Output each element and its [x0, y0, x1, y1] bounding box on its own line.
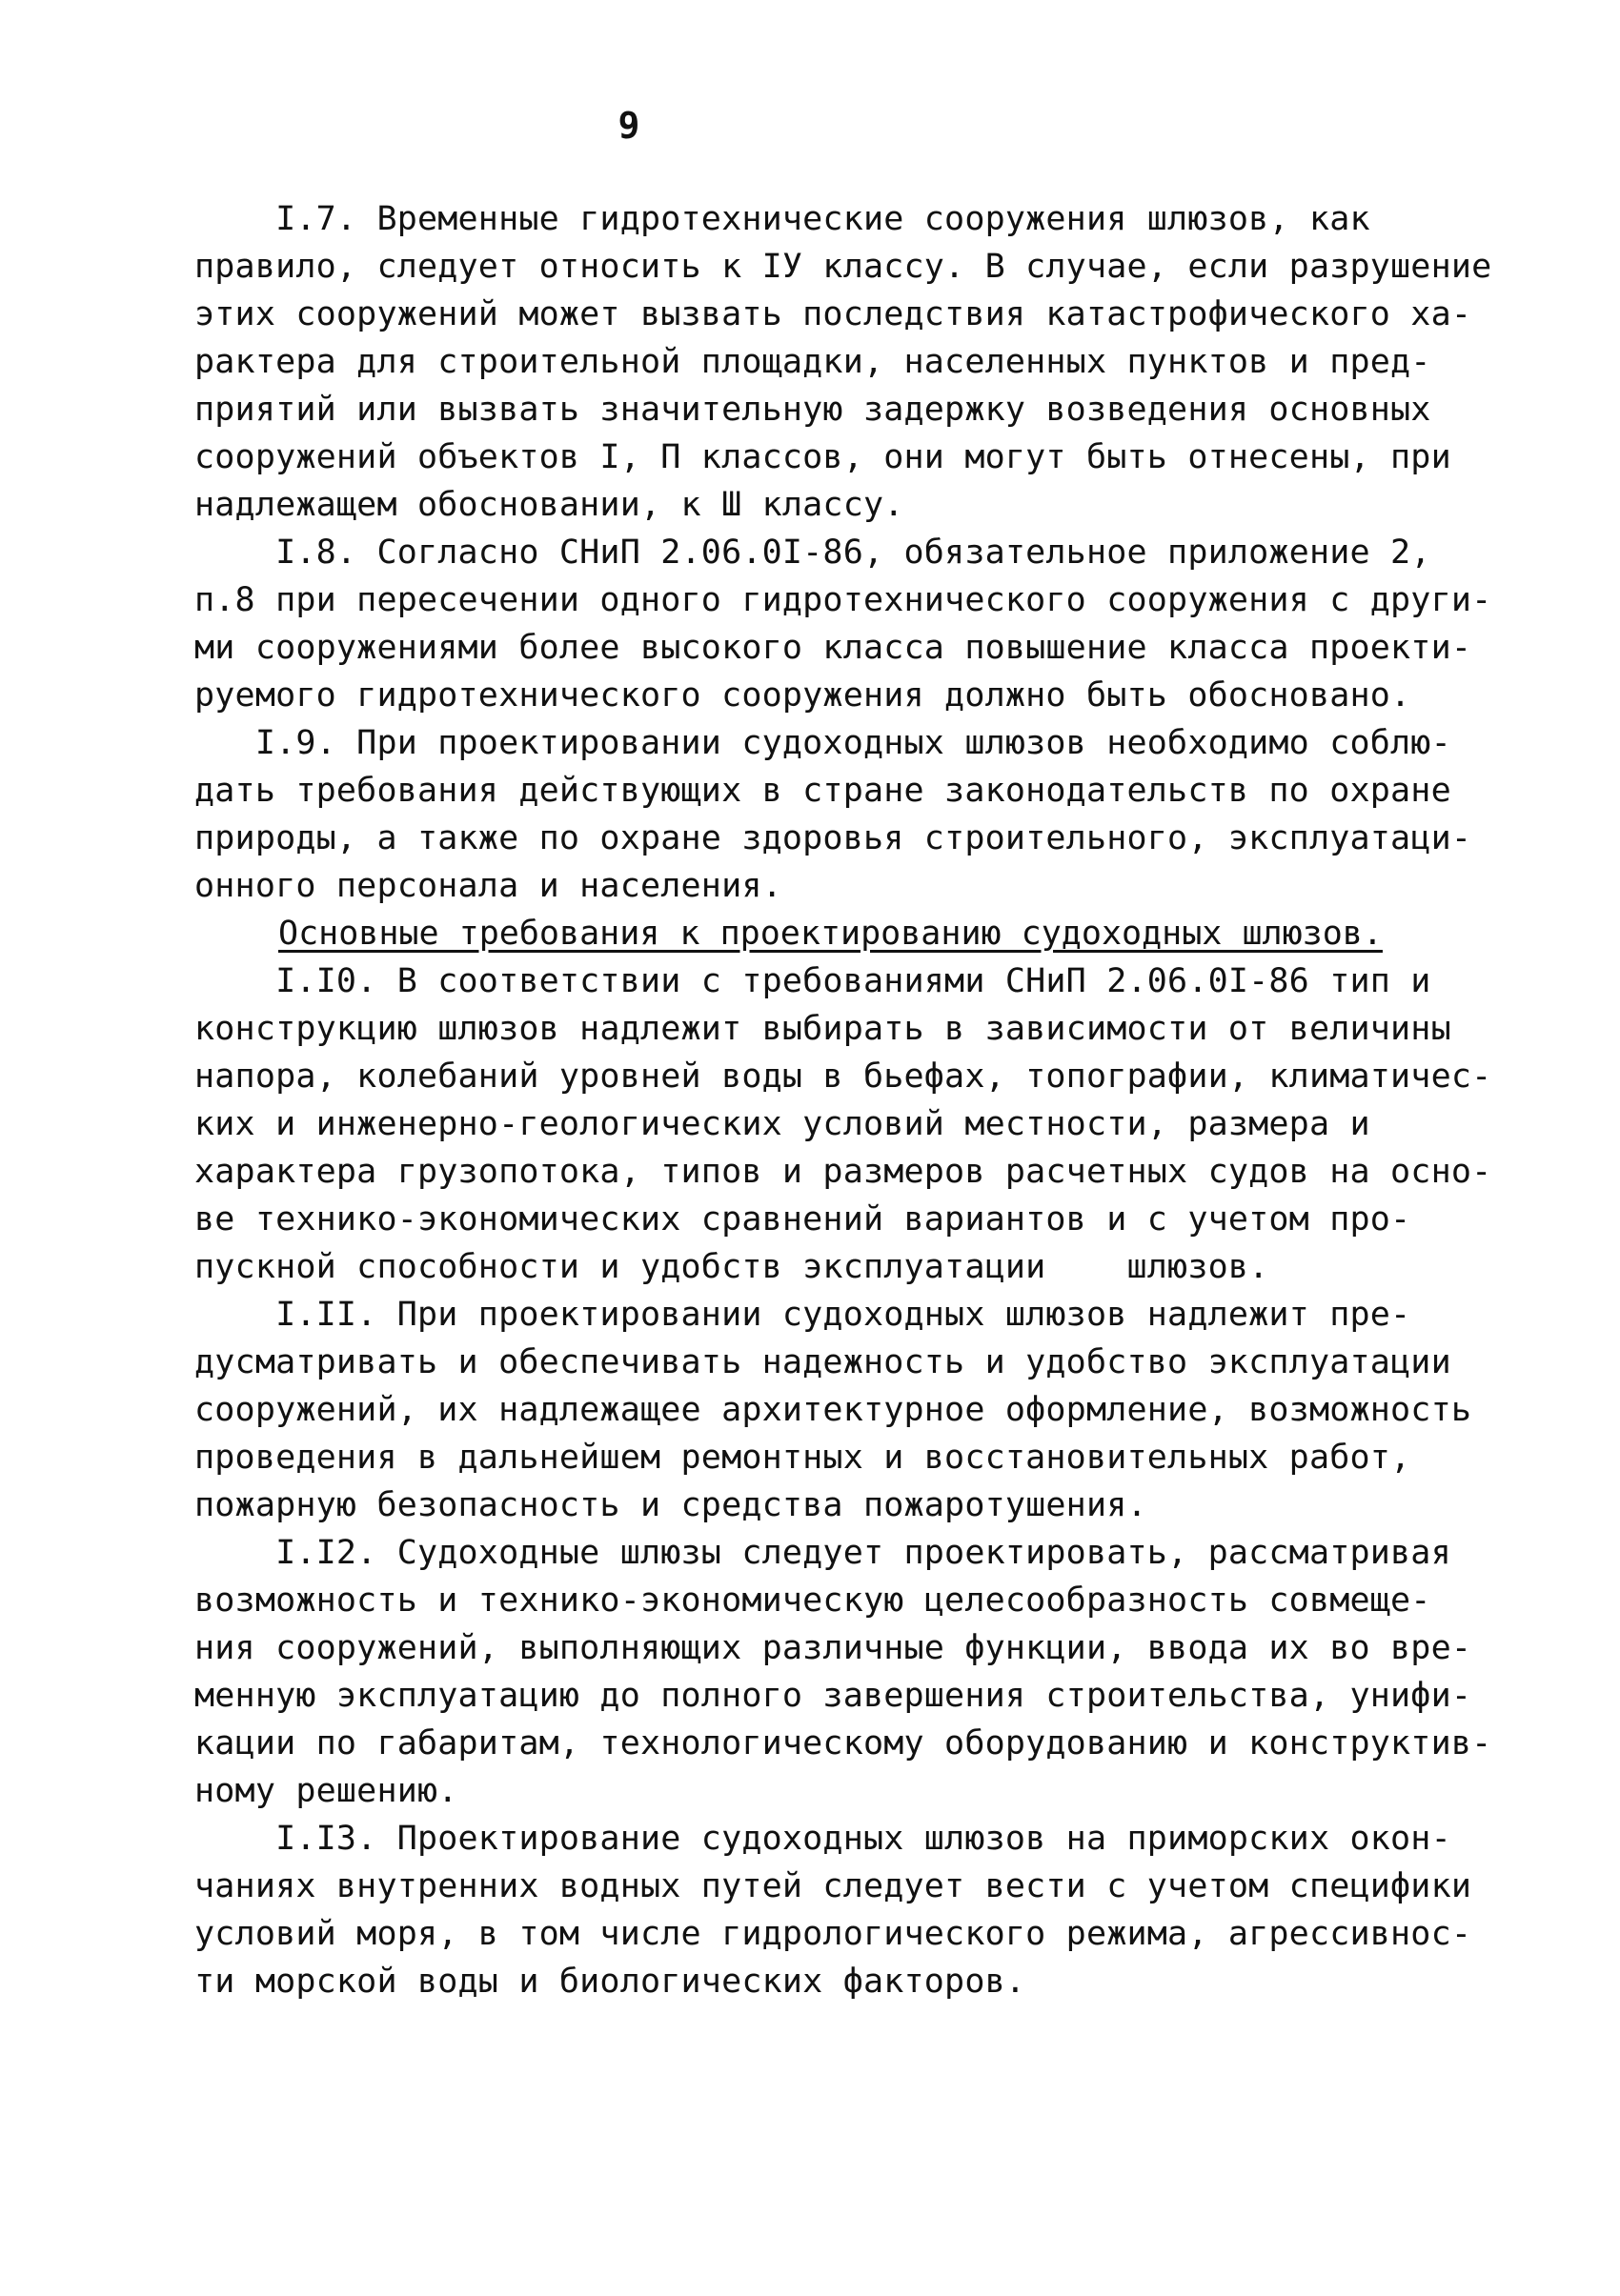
page-number: 9 — [618, 105, 640, 147]
text-line: этих сооружений может вызвать последствия катастрофического ха- — [194, 295, 1472, 333]
text-line: напора, колебаний уровней воды в бьефах, топографии, климатичес- — [194, 1057, 1492, 1096]
text-line: онного персонала и населения. — [194, 867, 782, 905]
text-line: I.I2. Судоходные шлюзы следует проектировать, рассматривая — [194, 1534, 1451, 1572]
text-line: проведения в дальнейшем ремонтных и восстановительных работ, — [194, 1439, 1411, 1477]
text-line: сооружений объектов I, П классов, они могут быть отнесены, при — [194, 438, 1451, 476]
text-line: руемого гидротехнического сооружения должно быть обосновано. — [194, 676, 1411, 715]
text-line: чаниях внутренних водных путей следует вести с учетом специфики — [194, 1867, 1472, 1905]
text-line: приятий или вызвать значительную задержку возведения основных — [194, 391, 1431, 429]
text-line: пожарную безопасность и средства пожаротушения. — [194, 1486, 1147, 1524]
document-body — [194, 195, 1492, 2005]
text-line: надлежащем обосновании, к Ш классу. — [194, 486, 904, 524]
text-line: рактера для строительной площадки, населенных пунктов и пред- — [194, 343, 1431, 381]
text-line: I.7. Временные гидротехнические сооружения шлюзов, как — [194, 200, 1370, 238]
text-line: ми сооружениями более высокого класса повышение класса проекти- — [194, 629, 1472, 667]
text-line: возможность и технико-экономическую целесообразность совмеще- — [194, 1581, 1431, 1620]
text-line: ве технико-экономических сравнений вариантов и с учетом про- — [194, 1200, 1411, 1239]
text-line: пускной способности и удобств эксплуатации шлюзов. — [194, 1248, 1269, 1286]
text-line: I.8. Согласно СНиП 2.06.0I-86, обязательное приложение 2, — [194, 534, 1431, 572]
text-line: ких и инженерно-геологических условий местности, размера и — [194, 1105, 1370, 1143]
text-line: характера грузопотока, типов и размеров расчетных судов на осно- — [194, 1153, 1492, 1191]
text-line: кации по габаритам, технологическому оборудованию и конструктив- — [194, 1724, 1492, 1762]
text-line: I.I0. В соответствии с требованиями СНиП 2.06.0I-86 тип и — [194, 962, 1431, 1000]
text-line: I.I3. Проектирование судоходных шлюзов на приморских окон- — [194, 1820, 1451, 1858]
text-line: дать требования действующих в стране законодательств по охране — [194, 772, 1451, 810]
text-line: ному решению. — [194, 1772, 458, 1810]
section-heading: Основные требования к проектированию судоходных шлюзов. — [278, 915, 1383, 953]
text-line: менную эксплуатацию до полного завершения строительства, унифи- — [194, 1677, 1472, 1715]
text-line: ния сооружений, выполняющих различные функции, ввода их во вре- — [194, 1629, 1472, 1667]
text-line: дусматривать и обеспечивать надежность и удобство эксплуатации — [194, 1343, 1451, 1381]
text-line: I.II. При проектировании судоходных шлюзов надлежит пре- — [194, 1296, 1411, 1334]
text-line: сооружений, их надлежащее архитектурное оформление, возможность — [194, 1391, 1472, 1429]
text-line: условий моря, в том числе гидрологического режима, агрессивнос- — [194, 1915, 1472, 1953]
text-line: п.8 при пересечении одного гидротехнического сооружения с други- — [194, 581, 1492, 619]
text-line: ти морской воды и биологических факторов. — [194, 1963, 1026, 2001]
text-line: правило, следует относить к IУ классу. В случае, если разрушение — [194, 248, 1492, 286]
text-line: I.9. При проектировании судоходных шлюзов необходимо соблю- — [194, 724, 1451, 762]
text-line: конструкцию шлюзов надлежит выбирать в зависимости от величины — [194, 1010, 1451, 1048]
text-line: природы, а также по охране здоровья строительного, эксплуатаци- — [194, 819, 1472, 857]
